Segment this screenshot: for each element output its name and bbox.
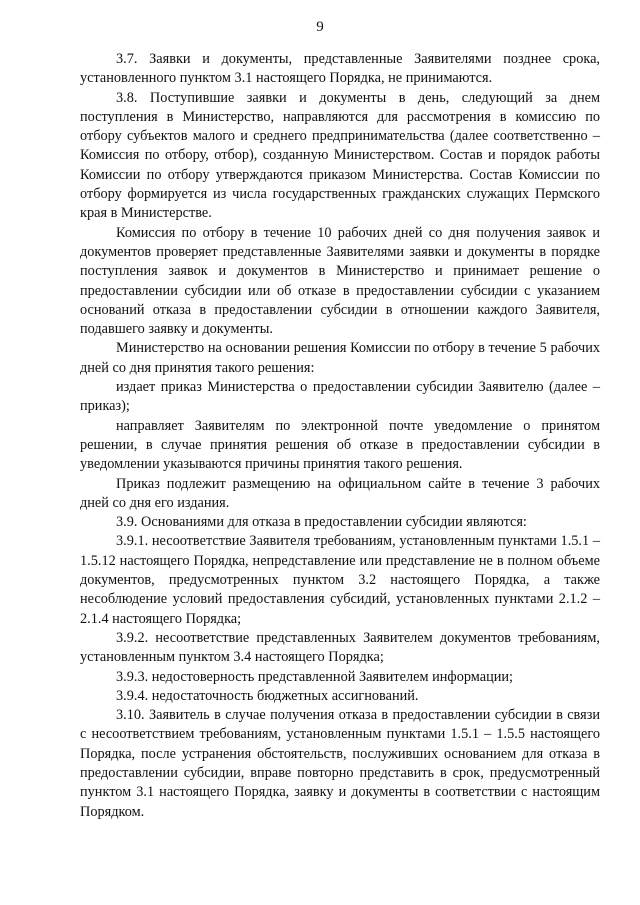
paragraph-3-9-3: 3.9.3. недостоверность представленной Заявителем информации; [116,668,513,685]
paragraph-3-9-1: 3.9.1. несоответствие Заявителя требованиям, установленным пунктами 1.5.1 – 1.5.12 настоящего Порядка, непредставление или представление не в полном объеме документов, предусмотренных пунктом 3.2 настоящего Порядка, а также несоблюдение условий предоставления субсидий, установленных пунктами 2.1.2 – 2.1.4 настоящего Порядка; [80,533,600,627]
paragraph-3-9-4: 3.9.4. недостаточность бюджетных ассигнований. [116,687,419,704]
page-number: 9 [316,19,324,35]
paragraph-issues-order: издает приказ Министерства о предоставлении субсидии Заявителю (далее – приказ); [80,379,600,415]
paragraph-ministry-decision: Министерство на основании решения Комиссии по отбору в течение 5 рабочих дней со дня принятия такого решения: [80,340,600,376]
document-body [80,50,600,822]
paragraph-3-9-2: 3.9.2. несоответствие представленных Заявителем документов требованиям, установленным пунктом 3.4 настоящего Порядка; [80,629,600,666]
paragraph-3-8: 3.8. Поступившие заявки и документы в день, следующий за днем поступления в Министерство, направляются для рассмотрения в комиссию по отбору субъектов малого и среднего предпринимательства (далее соответственно – Комиссия по отбору, отбор), созданную Министерством. Состав и порядок работы Комиссии по отбору утверждаются приказом Министерства. Состав Комиссии по отбору формируется из числа государственных гражданских служащих Пермского края в Министерстве. [80,89,600,222]
paragraph-order-publication: Приказ подлежит размещению на официальном сайте в течение 3 рабочих дней со дня его издания. [80,475,600,511]
paragraph-3-10: 3.10. Заявитель в случае получения отказа в предоставлении субсидии в связи с несоответствием требованиям, установленным пунктами 1.5.1 – 1.5.5 настоящего Порядка, после устранения обстоятельств, послуживших основанием для отказа в предоставлении субсидии, вправе повторно представить в срок, предусмотренный пунктом 3.1 настоящего Порядка, заявку и документы в соответствии с настоящим Порядком. [80,707,600,820]
paragraph-commission-review: Комиссия по отбору в течение 10 рабочих дней со дня получения заявок и документов проверяет представленные Заявителями заявки и документы в порядке поступления заявок и документов в Министерство и принимает решение о предоставлении субсидии или об отказе в предоставлении субсидии с указанием оснований отказа в предоставлении субсидии в отношении каждого Заявителя, подавшего заявку и документы. [80,224,600,338]
paragraph-3-7: 3.7. Заявки и документы, представленные Заявителями позднее срока, установленного пунктом 3.1 настоящего Порядка, не принимаются. [80,51,600,87]
paragraph-sends-notice: направляет Заявителям по электронной почте уведомление о принятом решении, в случае принятия решения об отказе в предоставлении субсидии в уведомлении указываются причины принятия такого решения. [80,417,600,473]
paragraph-3-9: 3.9. Основаниями для отказа в предоставлении субсидии являются: [116,514,527,531]
